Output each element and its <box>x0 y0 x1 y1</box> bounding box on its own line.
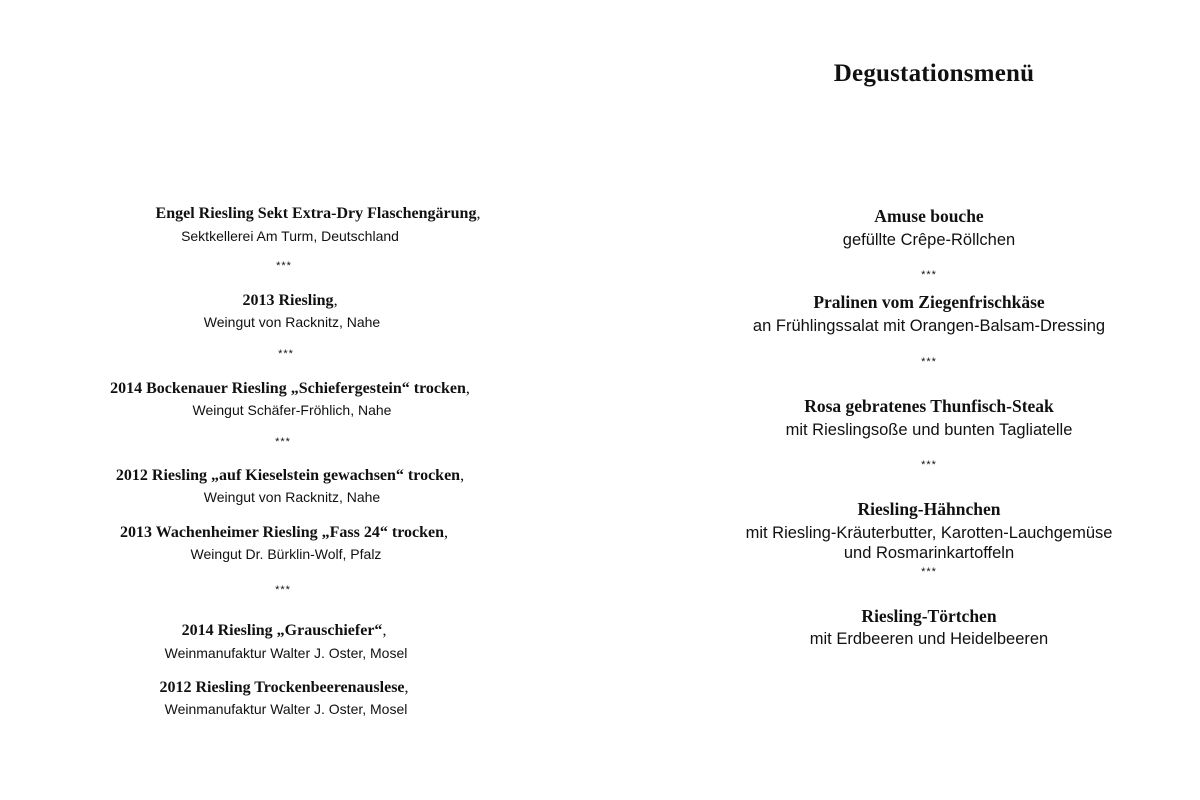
course-name: Rosa gebratenes Thunfisch-Steak <box>804 396 1054 416</box>
separator: *** <box>275 436 291 448</box>
course-description: mit Rieslingsoße und bunten Tagliatelle <box>785 421 1073 439</box>
wine-producer: Weingut von Racknitz, Nahe <box>203 489 381 505</box>
wine-producer: Weingut Dr. Bürklin-Wolf, Pfalz <box>190 546 382 562</box>
separator: *** <box>921 566 937 578</box>
course-description: gefüllte Crêpe-Röllchen <box>842 231 1016 249</box>
wine-producer: Weingut von Racknitz, Nahe <box>203 314 381 330</box>
course-name: Riesling-Törtchen <box>861 606 997 626</box>
separator: *** <box>921 269 937 281</box>
wine-name: 2012 Riesling Trockenbeerenauslese, <box>159 679 409 696</box>
wine-name: 2014 Riesling „Grauschiefer“, <box>181 622 387 639</box>
wine-producer: Weinmanufaktur Walter J. Oster, Mosel <box>164 701 408 717</box>
course-description: mit Erdbeeren und Heidelbeeren <box>809 630 1049 648</box>
wine-name: 2013 Wachenheimer Riesling „Fass 24“ trocken, <box>120 524 448 541</box>
separator: *** <box>275 584 291 596</box>
course-description: an Frühlingssalat mit Orangen-Balsam-Dressing <box>752 317 1106 335</box>
wine-name: 2012 Riesling „auf Kieselstein gewachsen“ trocken, <box>115 467 465 484</box>
separator: *** <box>278 348 294 360</box>
wine-name: 2013 Riesling, <box>242 292 338 309</box>
wine-name: 2014 Bockenauer Riesling „Schiefergestein“ trocken, <box>110 380 470 397</box>
wine-producer: Weinmanufaktur Walter J. Oster, Mosel <box>164 645 408 661</box>
page-title: Degustationsmenü <box>833 60 1035 87</box>
separator: *** <box>921 356 937 368</box>
course-description: und Rosmarinkartoffeln <box>843 544 1015 562</box>
course-name: Riesling-Hähnchen <box>857 499 1001 519</box>
separator: *** <box>276 260 292 272</box>
course-name: Amuse bouche <box>874 206 984 226</box>
course-name: Pralinen vom Ziegenfrischkäse <box>813 292 1045 312</box>
course-description: mit Riesling-Kräuterbutter, Karotten-Lauchgemüse <box>745 524 1113 542</box>
separator: *** <box>921 459 937 471</box>
wine-producer: Weingut Schäfer-Fröhlich, Nahe <box>192 402 392 418</box>
wine-name: Engel Riesling Sekt Extra-Dry Flaschengärung, <box>155 205 481 222</box>
wine-producer: Sektkellerei Am Turm, Deutschland <box>181 228 399 244</box>
